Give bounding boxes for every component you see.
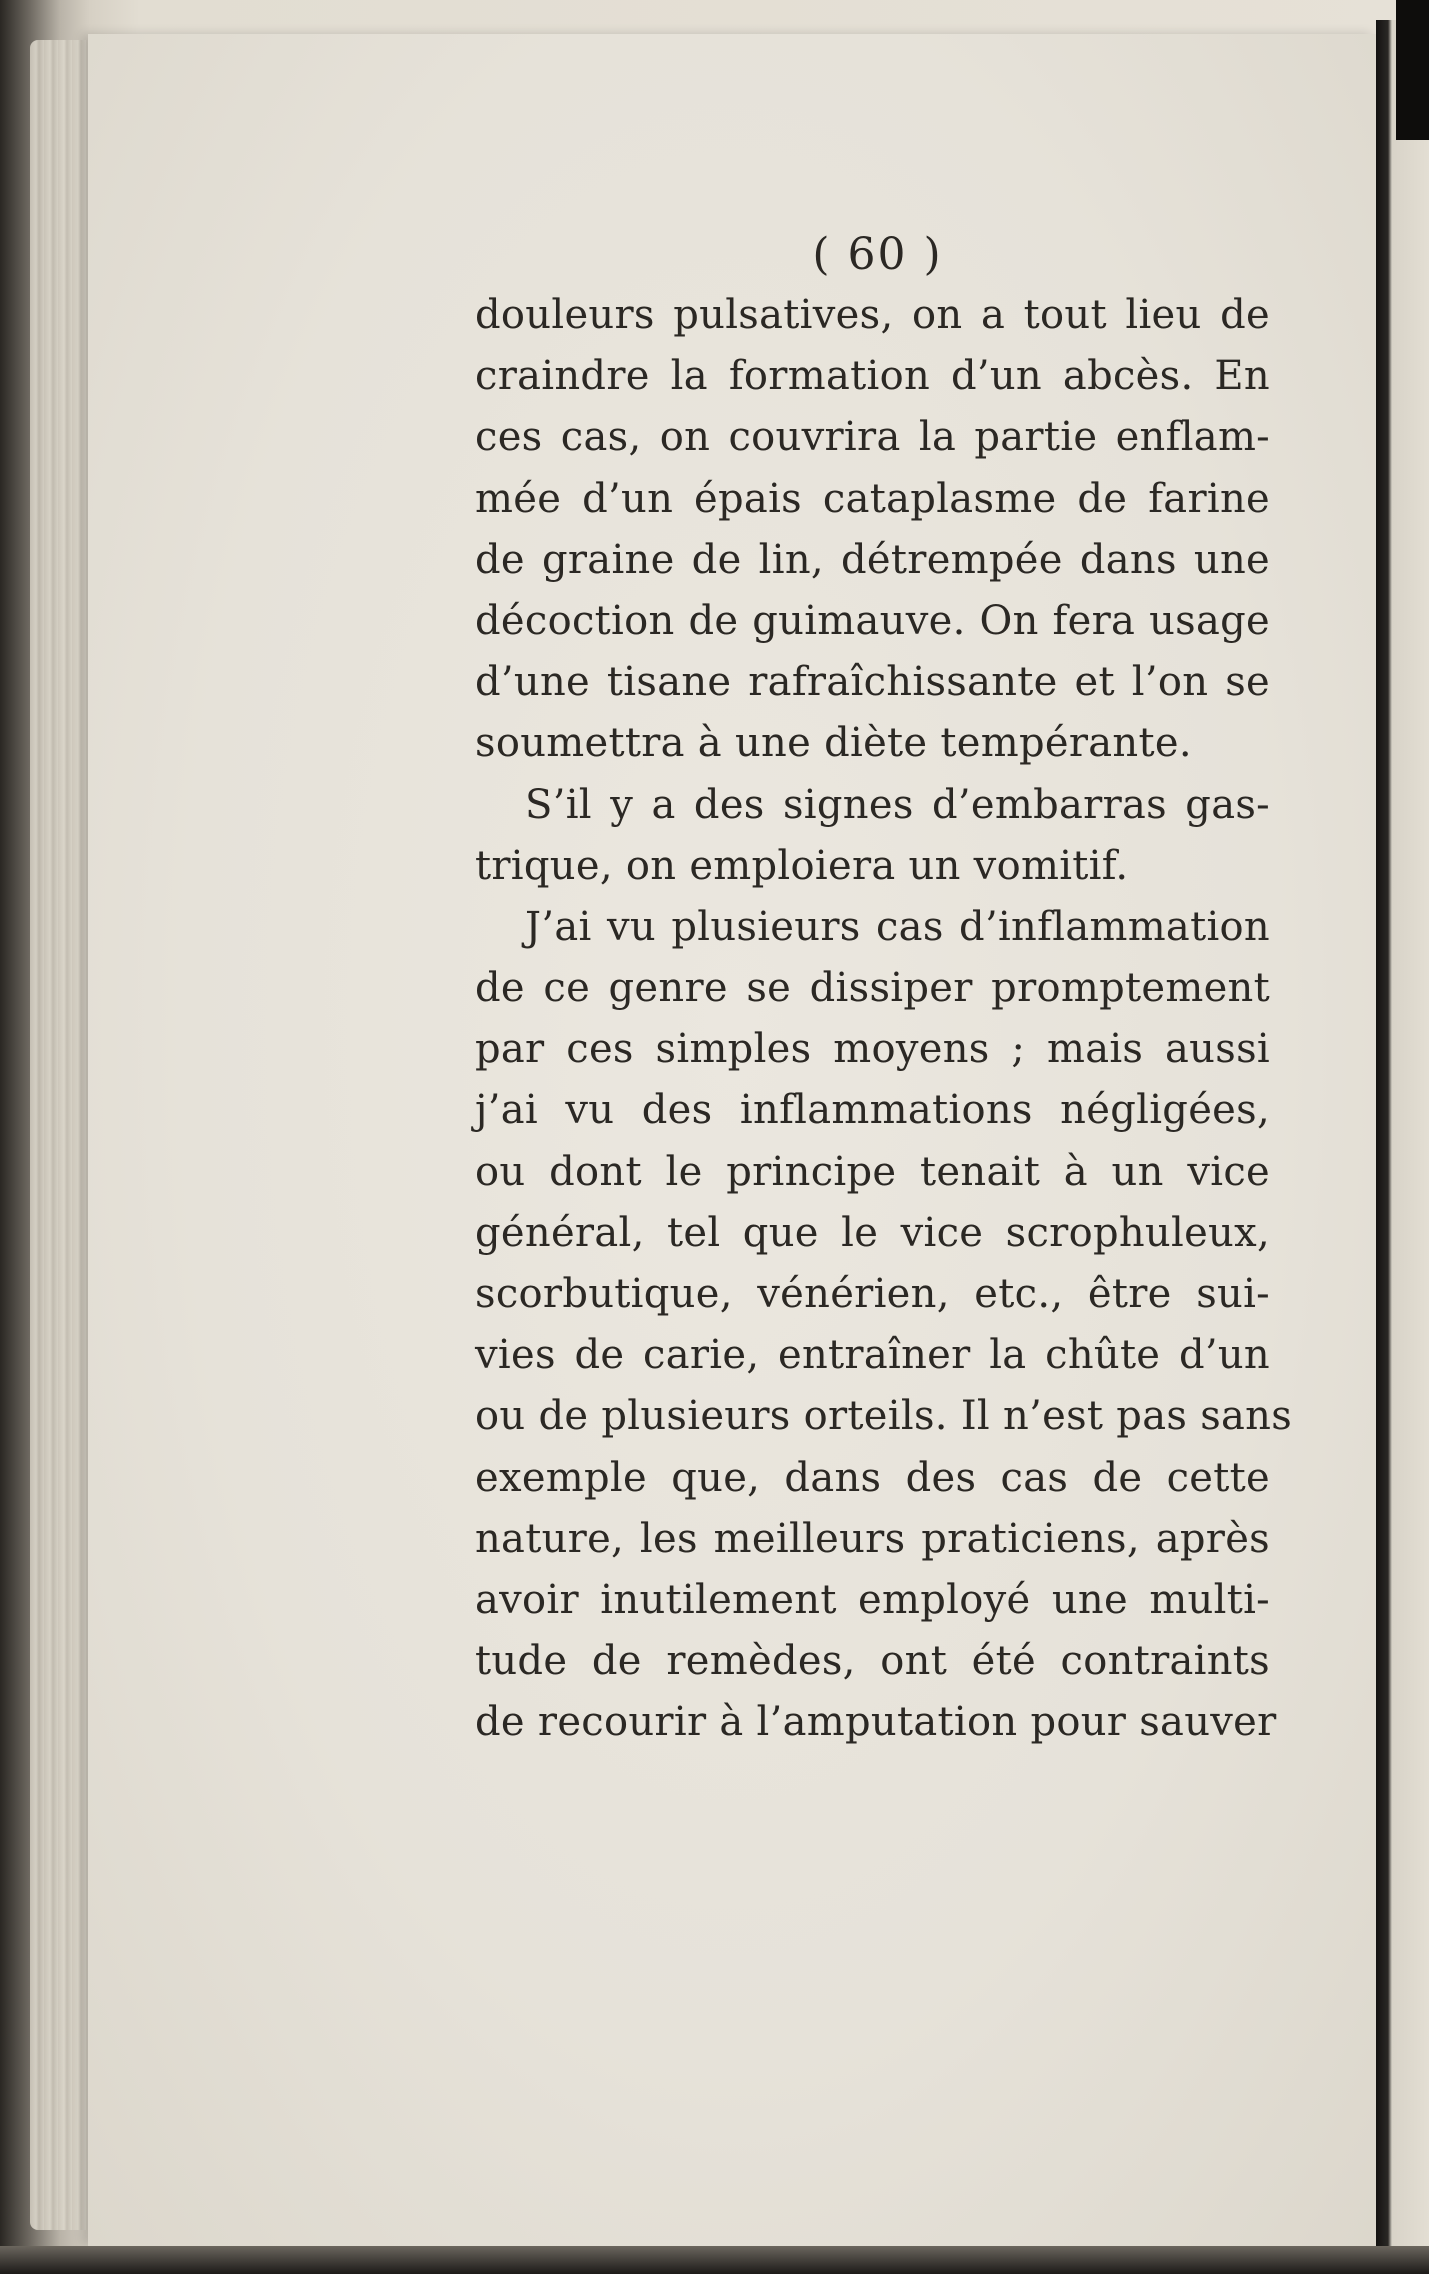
text-line: par ces simples moyens ; mais aussi	[475, 1026, 1270, 1073]
text-line: ces cas, on couvrira la partie enflam-	[475, 414, 1270, 461]
text-line: exemple que, dans des cas de cette	[475, 1454, 1270, 1501]
text-line: d’une tisane rafraîchissante et l’on se	[475, 659, 1270, 706]
text-line: vies de carie, entraîner la chûte d’un	[475, 1332, 1270, 1379]
text-line: craindre la formation d’un abcès. En	[475, 353, 1270, 400]
bottom-edge-shadow	[0, 2246, 1429, 2274]
page-number: ( 60 )	[812, 229, 943, 280]
right-page-gutter	[1376, 20, 1429, 2274]
text-line: décoction de guimauve. On fera usage	[475, 597, 1270, 644]
text-line: nature, les meilleurs praticiens, après	[475, 1515, 1270, 1562]
text-line: tude de remèdes, ont été contraints	[475, 1638, 1270, 1685]
text-line: de ce genre se dissiper promptement	[475, 965, 1270, 1012]
text-line: ou dont le principe tenait à un vice	[475, 1148, 1270, 1195]
text-line: S’il y a des signes d’embarras gas-	[525, 781, 1270, 828]
text-line: général, tel que le vice scrophuleux,	[475, 1209, 1270, 1256]
text-line: mée d’un épais cataplasme de farine	[475, 475, 1270, 522]
scan-edge-shadow	[1396, 0, 1429, 140]
text-line: soumettra à une diète tempérante.	[475, 720, 1192, 767]
text-line: ou de plusieurs orteils. Il n’est pas sans	[475, 1393, 1293, 1440]
text-line: douleurs pulsatives, on a tout lieu de	[475, 292, 1270, 338]
text-line: de recourir à l’amputation pour sauver	[475, 1699, 1277, 1746]
text-line: J’ai vu plusieurs cas d’inflammation	[525, 903, 1270, 950]
text-line: scorbutique, vénérien, etc., être sui-	[475, 1271, 1270, 1317]
text-line: de graine de lin, détrempée dans une	[475, 536, 1270, 583]
text-line: trique, on emploiera un vomitif.	[475, 842, 1129, 889]
page-text	[475, 225, 1293, 1754]
text-line: j’ai vu des inflammations négligées,	[475, 1087, 1270, 1134]
text-line: avoir inutilement employé une multi-	[475, 1576, 1270, 1623]
